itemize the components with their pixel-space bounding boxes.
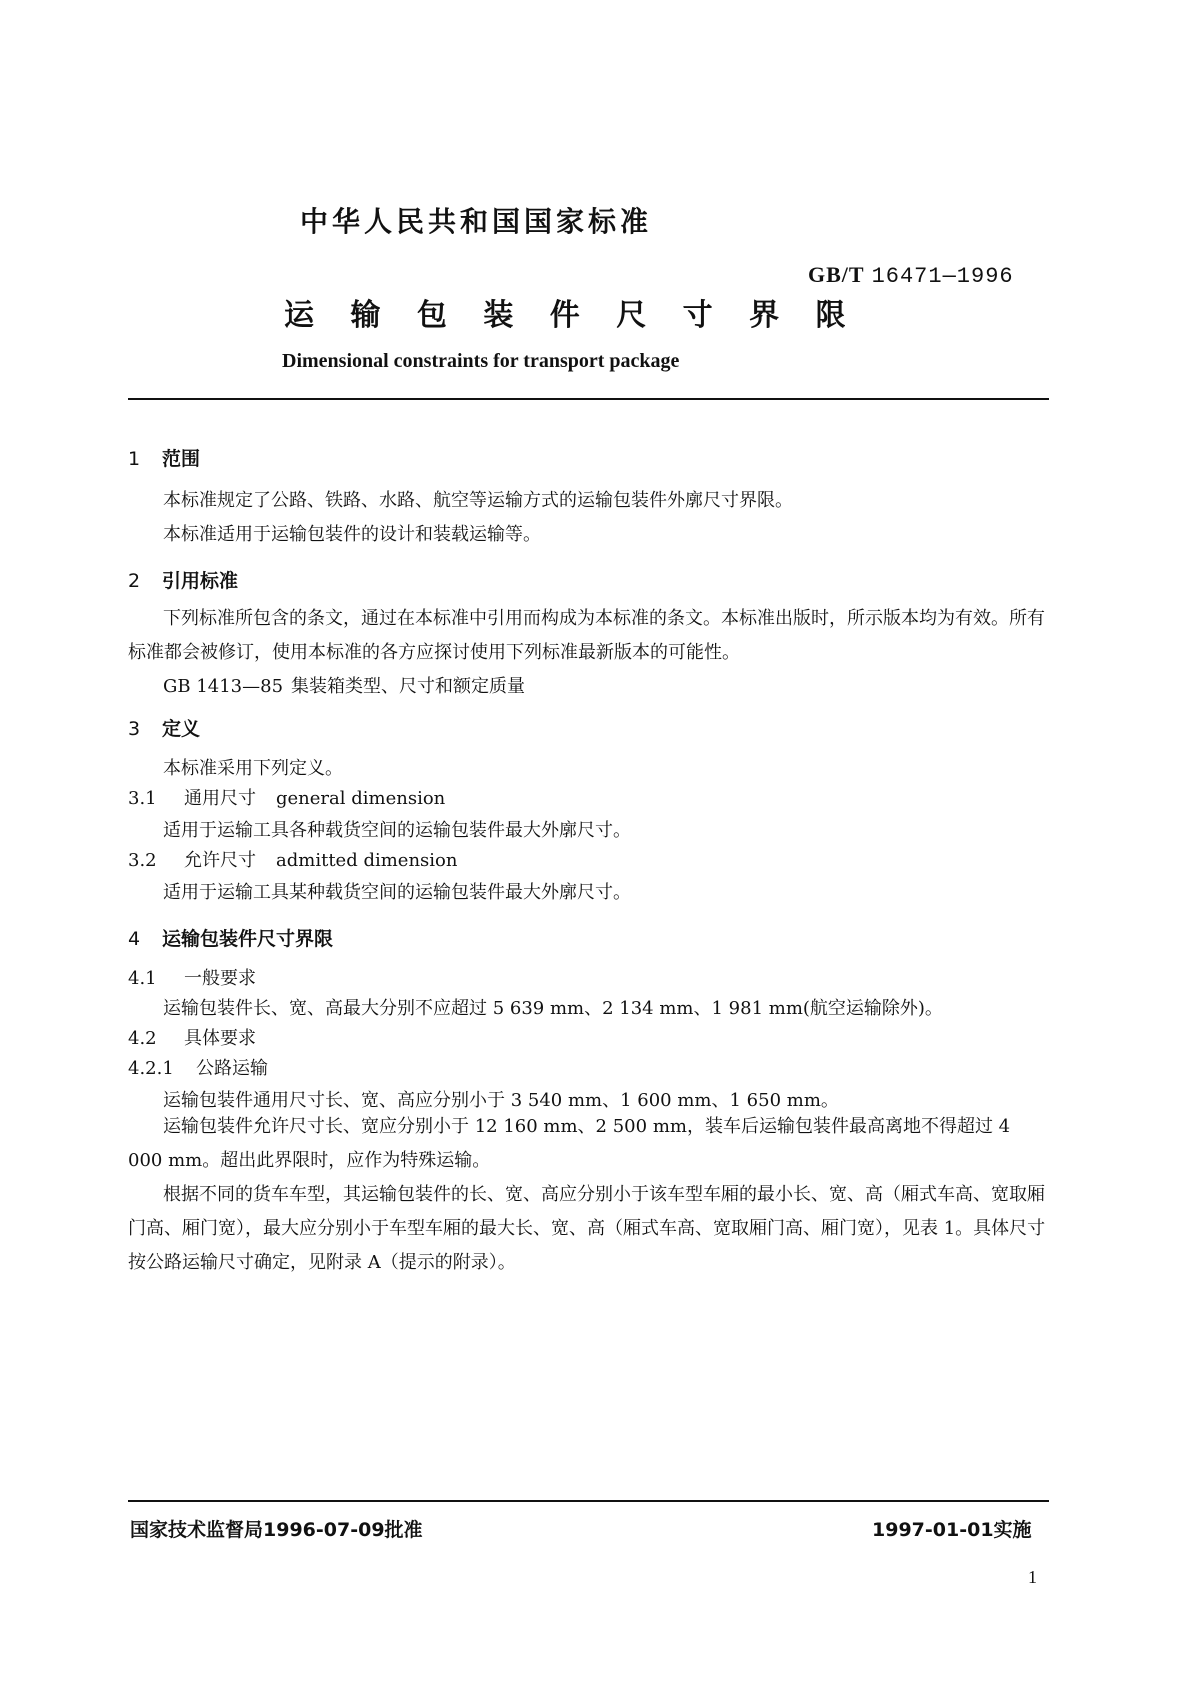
- definition-term-english: admitted dimension: [276, 850, 458, 871]
- paragraph: 本标准规定了公路、铁路、水路、航空等运输方式的运输包装件外廓尺寸界限。: [163, 490, 793, 511]
- standard-prefix: GB/T: [808, 262, 865, 287]
- section-number: 3: [128, 718, 141, 740]
- clause-4-1: [128, 964, 256, 990]
- clause-number: 4.2: [128, 1028, 157, 1049]
- paragraph: 下列标准所包含的条文，通过在本标准中引用而构成为本标准的条文。本标准出版时，所示版本均为有效。所有标准都会被修订，使用本标准的各方应探讨使用下列标准最新版本的可能性。: [128, 608, 1045, 663]
- clause-number: 4.2.1: [128, 1058, 174, 1079]
- clause-text: 运输包装件长、宽、高最大分别不应超过 5 639 mm、2 134 mm、1 981 mm(航空运输除外)。: [163, 998, 943, 1019]
- clause-title: 一般要求: [184, 968, 256, 989]
- clause-4-2: [128, 1024, 256, 1050]
- section-title: 运输包装件尺寸界限: [162, 928, 334, 950]
- clause-4-2-1: [128, 1054, 268, 1080]
- reference-title: 集装箱类型、尺寸和额定质量: [291, 676, 525, 697]
- section-number: 1: [128, 448, 141, 470]
- effective-date: 1997-01-01实施: [872, 1519, 1032, 1541]
- section-4-heading: [128, 924, 333, 951]
- section-number: 2: [128, 570, 141, 592]
- issuing-body: 中华人民共和国国家标准: [300, 205, 653, 238]
- clause-title: 公路运输: [196, 1058, 268, 1079]
- paragraph: 本标准采用下列定义。: [163, 758, 343, 779]
- definition-3-2: [128, 846, 457, 872]
- standard-number: [808, 262, 1014, 289]
- section-3-heading: [128, 714, 200, 741]
- page-number: 1: [1028, 1567, 1037, 1587]
- document-title-english: Dimensional constraints for transport package: [282, 350, 680, 372]
- approval-date: 国家技术监督局1996-07-09批准: [130, 1519, 423, 1541]
- clause-number: 3.2: [128, 850, 157, 871]
- paragraph: 运输包装件通用尺寸长、宽、高应分别小于 3 540 mm、1 600 mm、1 650 mm。: [163, 1090, 839, 1111]
- definition-3-1: [128, 784, 445, 810]
- clause-number: 4.1: [128, 968, 157, 989]
- section-2-heading: [128, 566, 238, 593]
- paragraph: 根据不同的货车车型，其运输包装件的长、宽、高应分别小于该车型车厢的最小长、宽、高（厢式车高、宽取厢门高、厢门宽），最大应分别小于车型车厢的最大长、宽、高（厢式车高、宽取厢门高、厢门宽），见表 1。具体尺寸按公路运输尺寸确定，见附录 A（提示的附录）。: [128, 1184, 1046, 1273]
- definition-term: 通用尺寸: [184, 788, 256, 809]
- definition-term-english: general dimension: [276, 788, 446, 809]
- section-1-heading: [128, 444, 200, 471]
- section-title: 定义: [162, 718, 201, 740]
- document-title: 运 输 包 装 件 尺 寸 界 限: [284, 298, 859, 333]
- section-title: 引用标准: [162, 570, 239, 592]
- footer-rule: [128, 1500, 1049, 1502]
- clause-title: 具体要求: [184, 1028, 256, 1049]
- definition-text: 适用于运输工具某种载货空间的运输包装件最大外廓尺寸。: [163, 882, 631, 903]
- paragraph: 本标准适用于运输包装件的设计和装载运输等。: [163, 524, 541, 545]
- section-number: 4: [128, 928, 141, 950]
- reference-entry: [163, 672, 525, 698]
- reference-code: GB 1413—85: [163, 676, 284, 697]
- standard-code: 16471—1996: [871, 264, 1014, 289]
- definition-text: 适用于运输工具各种载货空间的运输包装件最大外廓尺寸。: [163, 820, 631, 841]
- paragraph: 运输包装件允许尺寸长、宽应分别小于 12 160 mm、2 500 mm，装车后运输包装件最高离地不得超过 4 000 mm。超出此界限时，应作为特殊运输。: [128, 1116, 1011, 1171]
- definition-term: 允许尺寸: [184, 850, 256, 871]
- section-title: 范围: [162, 448, 201, 470]
- header-rule: [128, 398, 1049, 400]
- clause-number: 3.1: [128, 788, 157, 809]
